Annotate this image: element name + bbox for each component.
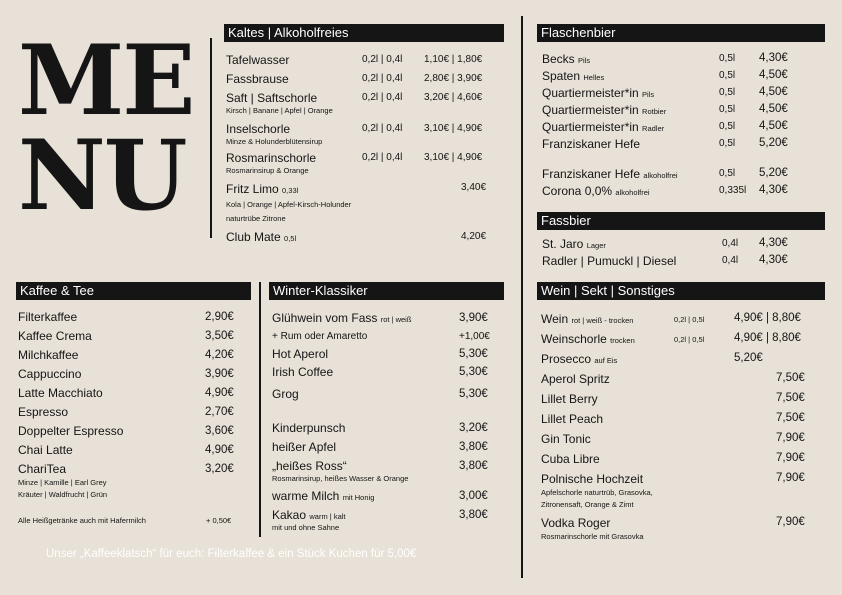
list-item-price: 3,10€ | 4,90€ [424, 123, 483, 134]
list-item-name: Fassbrause [226, 72, 289, 86]
list-item-price: 4,90€ [205, 444, 234, 456]
list-item-price: 4,90€ | 8,80€ [734, 332, 801, 344]
list-item-name: „heißes Ross“ [272, 459, 347, 473]
list-item-name: Franziskaner Hefe [542, 137, 641, 151]
winter-header: Winter-Klassiker [269, 282, 504, 300]
list-item-size: 0,5l [719, 87, 736, 98]
list-item-name [272, 311, 411, 325]
list-item-name-text: Weinschorle [541, 332, 607, 346]
list-item-price: 4,30€ [759, 237, 788, 249]
list-item-name-text: warme Milch [272, 489, 340, 503]
kaffeeklatsch-text: Unser „Kaffeeklatsch“ für euch: Filterkaffee & ein Stück Kuchen für 5,00€ [46, 548, 417, 560]
list-item-sub: Rosmarinsirup, heißes Wasser & Orange [272, 474, 409, 483]
list-item-name: heißer Apfel [272, 440, 337, 454]
list-item-price: 5,30€ [459, 388, 488, 400]
list-item-name [542, 86, 654, 100]
list-item-price: 3,10€ | 4,90€ [424, 152, 483, 163]
list-item-name: Grog [272, 387, 299, 401]
list-item-name: Vodka Roger [541, 516, 611, 530]
list-item-sub: Rosmarinsirup & Orange [226, 166, 309, 175]
kaffee-header: Kaffee & Tee [16, 282, 251, 300]
list-item-extra: Lager [586, 241, 606, 250]
list-item-price: 2,80€ | 3,90€ [424, 73, 483, 84]
list-item-price: 4,90€ | 8,80€ [734, 312, 801, 324]
list-item-name [542, 120, 664, 134]
list-item-name: ChariTea [18, 462, 67, 476]
list-item-price: 3,80€ [459, 441, 488, 453]
list-item-price: 3,00€ [459, 490, 488, 502]
list-item-sub: Minze & Holunderblütensirup [226, 137, 323, 146]
menu-logo-line2: NU [18, 119, 186, 232]
list-item-extra: Pils [578, 56, 591, 65]
list-item-size: 0,5l [719, 104, 736, 115]
list-item-name-text: Franziskaner Hefe [542, 167, 641, 181]
main-divider [521, 16, 523, 578]
kaltes-header: Kaltes | Alkoholfreies [224, 24, 504, 42]
list-item-name-text: Quartiermeister*in [542, 120, 639, 134]
list-item-size: 0,5l [719, 70, 736, 81]
list-item-name: Latte Macchiato [18, 386, 103, 400]
list-item-name: Filterkaffee [18, 310, 78, 324]
list-item-extra: Rotbier [642, 107, 667, 116]
list-item-price: +1,00€ [459, 331, 490, 342]
list-item-extra: alkoholfrei [615, 188, 650, 197]
list-item-extra: mit Honig [342, 493, 375, 502]
list-item-sub2: naturtrübe Zitrone [226, 214, 286, 223]
list-item-name-text: St. Jaro [542, 237, 584, 251]
list-item-size-inline: 0,5l [284, 234, 297, 243]
fassbier-header: Fassbier [537, 212, 825, 230]
hafermilch-price: + 0,50€ [206, 516, 232, 525]
list-item-name [542, 52, 590, 66]
list-item-size: 0,4l [722, 238, 739, 249]
list-item-sub: mit und ohne Sahne [272, 523, 340, 532]
list-item-price: 2,70€ [205, 406, 234, 418]
list-item-sub: Kola | Orange | Apfel-Kirsch-Holunder [226, 200, 352, 209]
list-item-price: 4,30€ [759, 254, 788, 266]
list-item-name [542, 237, 606, 251]
hafermilch-note: Alle Heißgetränke auch mit Hafermilch [18, 516, 146, 525]
list-item-size: 0,2l | 0,4l [362, 123, 403, 134]
list-item-name [542, 103, 666, 117]
list-item-price: 3,90€ [459, 312, 488, 324]
list-item-name: Tafelwasser [226, 53, 290, 67]
list-item-sub: Apfelschorle naturtrüb, Grasovka, [541, 488, 653, 497]
list-item-extra: rot | weiß [380, 315, 412, 324]
list-item-price: 3,80€ [459, 460, 488, 472]
list-item-name: Chai Latte [18, 443, 73, 457]
list-item-size: 0,5l [719, 138, 736, 149]
list-item-name-text: Corona 0,0% [542, 184, 613, 198]
list-item-name [541, 312, 633, 326]
list-item-name: Radler | Pumuckl | Diesel [542, 254, 677, 268]
list-item-extra: Pils [642, 90, 655, 99]
list-item-name [541, 352, 617, 366]
list-item-extra: trocken [610, 336, 635, 345]
list-item-name-text: Prosecco [541, 352, 592, 366]
list-item-price: 7,50€ [776, 392, 805, 404]
list-item-price: 3,20€ | 4,60€ [424, 92, 483, 103]
list-item-price: 3,20€ [459, 422, 488, 434]
list-item-size: 0,5l [719, 121, 736, 132]
list-item-extra: Helles [583, 73, 605, 82]
list-item-sub: Kirsch | Banane | Apfel | Orange [226, 106, 333, 115]
list-item-name-text: Fritz Limo [226, 182, 279, 196]
list-item-price: 4,30€ [759, 52, 788, 64]
list-item-name: Doppelter Espresso [18, 424, 124, 438]
list-item-size: 0,2l | 0,4l [362, 92, 403, 103]
list-item-name [226, 230, 296, 244]
list-item-sub: Minze | Kamille | Earl Grey [18, 478, 107, 487]
list-item-size: 0,2l | 0,4l [362, 73, 403, 84]
list-item-name-text: Quartiermeister*in [542, 86, 639, 100]
list-item-price: 4,30€ [759, 184, 788, 196]
list-item-price: 4,50€ [759, 69, 788, 81]
list-item-name [272, 489, 374, 503]
list-item-extra: Radler [642, 124, 665, 133]
list-item-sub: Rosmarinschorle mit Grasovka [541, 532, 644, 541]
list-item-size: 0,5l [719, 168, 736, 179]
list-item-name-text: Kakao [272, 508, 307, 522]
list-item-extra: rot | weiß - trocken [571, 316, 634, 325]
list-item-name: Milchkaffee [18, 348, 79, 362]
list-item-name-text: Club Mate [226, 230, 281, 244]
menu-logo-line1: ME [18, 24, 194, 137]
list-item-price: 5,20€ [734, 352, 763, 364]
list-item-sub2: Kräuter | Waldfrucht | Grün [18, 490, 108, 499]
list-item-name: Saft | Saftschorle [226, 91, 318, 105]
wein-header: Wein | Sekt | Sonstiges [537, 282, 825, 300]
list-item-name: Irish Coffee [272, 365, 334, 379]
list-item-name-text: Becks [542, 52, 575, 66]
list-item-name [541, 332, 635, 346]
list-item-price: 5,30€ [459, 366, 488, 378]
list-item-size: 0,4l [722, 255, 739, 266]
list-item-price: 3,50€ [205, 330, 234, 342]
list-item-size-inline: 0,33l [282, 186, 299, 195]
list-item-price: 7,90€ [776, 516, 805, 528]
list-item-name [226, 182, 298, 196]
list-item-name: Cuba Libre [541, 452, 600, 466]
list-item-name: Kaffee Crema [18, 329, 92, 343]
list-item-price: 5,20€ [759, 137, 788, 149]
list-item-price: 4,50€ [759, 120, 788, 132]
list-item-extra: alkoholfrei [643, 171, 678, 180]
kaffee-winter-divider [259, 282, 261, 537]
list-item-price: 7,90€ [776, 432, 805, 444]
list-item-name: Cappuccino [18, 367, 82, 381]
list-item-price: 4,20€ [461, 231, 487, 242]
list-item-extra: auf Eis [594, 356, 618, 365]
list-item-price: 7,90€ [776, 452, 805, 464]
list-item-name [542, 184, 650, 198]
list-item-price: 2,90€ [205, 311, 234, 323]
list-item-name: Polnische Hochzeit [541, 472, 644, 486]
list-item-size: 0,2l | 0,4l [362, 54, 403, 65]
list-item-name [542, 167, 678, 181]
list-item-price: 3,40€ [461, 182, 487, 193]
list-item-price: 7,90€ [776, 472, 805, 484]
list-item-name-text: Wein [541, 312, 569, 326]
list-item-name [272, 508, 346, 522]
list-item-price: 3,60€ [205, 425, 234, 437]
list-item-price: 4,50€ [759, 86, 788, 98]
list-item-extra: warm | kalt [309, 512, 346, 521]
list-item-name: Lillet Berry [541, 392, 598, 406]
list-item-name: Kinderpunsch [272, 421, 346, 435]
list-item-sub2: Zitronensaft, Orange & Zimt [541, 500, 634, 509]
list-item-name-text: Spaten [542, 69, 581, 83]
list-item-name-text: Quartiermeister*in [542, 103, 639, 117]
list-item-price: 5,20€ [759, 167, 788, 179]
list-item-name-text: Glühwein vom Fass [272, 311, 378, 325]
list-item-size: 0,2l | 0,5l [674, 315, 705, 324]
list-item-name [542, 69, 604, 83]
list-item-size: 0,2l | 0,5l [674, 335, 705, 344]
list-item-name: Espresso [18, 405, 69, 419]
list-item-size: 0,5l [719, 53, 736, 64]
list-item-name: Lillet Peach [541, 412, 604, 426]
flaschenbier-header: Flaschenbier [537, 24, 825, 42]
list-item-name: Aperol Spritz [541, 372, 610, 386]
list-item-name: + Rum oder Amaretto [272, 331, 368, 342]
list-item-size: 0,2l | 0,4l [362, 152, 403, 163]
logo-divider [210, 38, 212, 238]
list-item-price: 3,20€ [205, 463, 234, 475]
list-item-price: 1,10€ | 1,80€ [424, 54, 483, 65]
list-item-size: 0,335l [719, 185, 747, 196]
list-item-price: 5,30€ [459, 348, 488, 360]
list-item-name: Rosmarinschorle [226, 151, 317, 165]
list-item-price: 3,80€ [459, 509, 488, 521]
list-item-price: 4,90€ [205, 387, 234, 399]
list-item-price: 4,50€ [759, 103, 788, 115]
list-item-price: 4,20€ [205, 349, 234, 361]
list-item-name: Inselschorle [226, 122, 291, 136]
list-item-name: Gin Tonic [541, 432, 591, 446]
list-item-name: Hot Aperol [272, 347, 329, 361]
list-item-price: 7,50€ [776, 412, 805, 424]
list-item-price: 3,90€ [205, 368, 234, 380]
list-item-price: 7,50€ [776, 372, 805, 384]
